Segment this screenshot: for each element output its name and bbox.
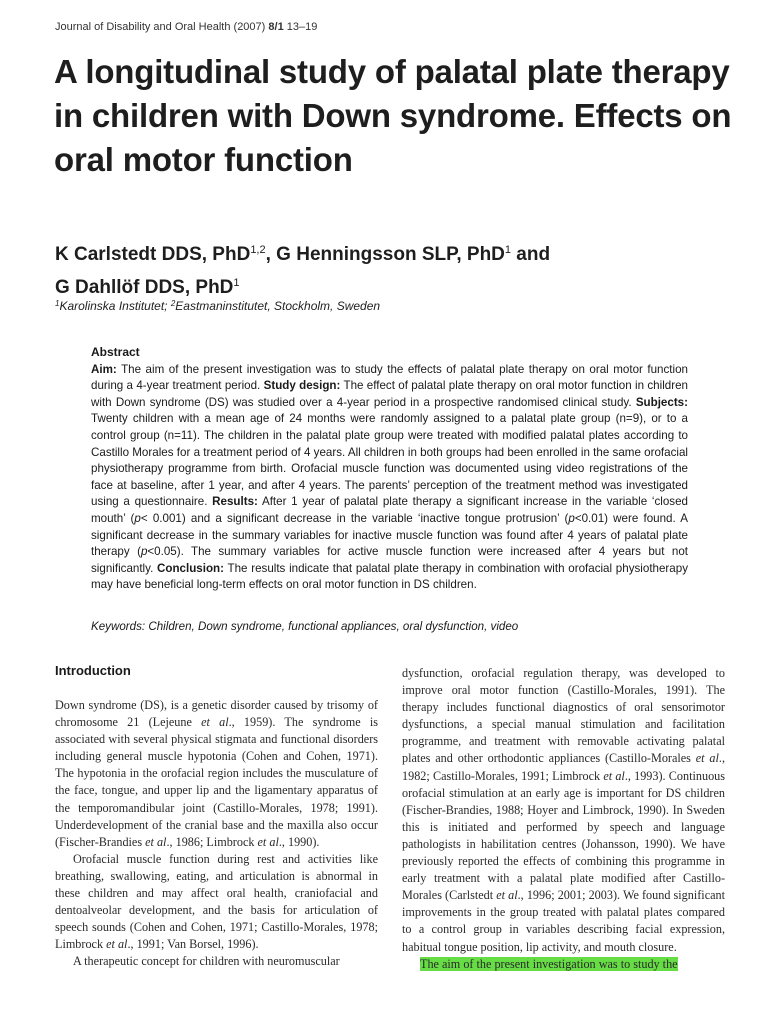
author-and: and (511, 244, 551, 265)
abstract-aim: The aim of the present investigation was to study the effects of palatal plate therapy on oral motor function during a 4-year treatment period. (91, 362, 688, 393)
text-run: ., 1991; Van Borsel, 1996). (127, 937, 259, 952)
paragraph (402, 665, 725, 956)
et-al: et al (145, 834, 167, 849)
abstract-design-label: Study design: (263, 379, 341, 393)
p-value-symbol: p (140, 545, 148, 559)
journal-name: Journal of Disability and Oral Health (2007) (55, 21, 266, 33)
affiliation-eastman: Eastmaninstitutet, Stockholm, Sweden (175, 299, 381, 313)
author-dahllof: G Dahllöf DDS, PhD (55, 277, 234, 298)
text-run: ., 1996; 2001; 2003). We found significant improvements in the group treated with palatal plates compared to a control group in variables describing facial expression, habitual tongue position, lip activity, and mouth closure. (402, 888, 725, 954)
et-al: et al (201, 715, 229, 730)
paragraph (55, 697, 378, 851)
text-run: ., 1990). (278, 834, 320, 849)
abstract-subjects-label: Subjects: (635, 395, 688, 409)
text-run: ., 1993). Continuous orofacial stimulation at an early age is important for DS children (Fischer-Brandies, 1988; Hoyer and Limbrock, 1990). In Sweden this is initiated and performed by speech and language pathologists in habilitation centres (Johansson, 1990). We have previously reported the effects of combining this programme in early treatment with a palatal plate modified after Castillo-Morales (Carlstedt (402, 768, 726, 903)
et-al: et al (603, 768, 625, 783)
paper-title: A longitudinal study of palatal plate therapy in children with Down syndrome. Effects on oral motor function (54, 53, 732, 178)
et-al: et al (695, 751, 719, 766)
abstract-conclusion: The results indicate that palatal plate therapy in combination with orofacial physiotherapy may have beneficial long-term effects on oral motor function in DS children. (91, 561, 688, 592)
body-column-left (55, 697, 378, 971)
affiliation-marker-2: 2 (170, 299, 176, 308)
p-value-symbol: p (568, 511, 575, 525)
author-dahllof-affil: 1 (233, 277, 240, 289)
text-run: ., 1986; Limbrock (166, 834, 258, 849)
abstract-design: The effect of palatal plate therapy on oral motor function in children with Down syndrome (DS) was studied over a 4-year period in a prospective randomised clinical study. (91, 379, 688, 409)
p-value-symbol: p (134, 511, 141, 525)
journal-citation (55, 21, 317, 33)
abstract-results-label: Results: (212, 495, 258, 509)
abstract-results: After 1 year of palatal plate therapy a significant increase in the variable ‘closed mouth’ ( (91, 495, 688, 525)
abstract-conclusion-label: Conclusion: (157, 561, 224, 575)
paragraph (402, 956, 725, 973)
author-list (55, 236, 735, 302)
abstract-body (91, 362, 688, 594)
affiliation-marker-1: 1 (55, 299, 60, 308)
journal-pages: 13–19 (286, 21, 318, 33)
author-carlstedt-affil: 1,2 (250, 244, 266, 256)
text-run: Orofacial muscle function during rest and activities like breathing, swallowing, eating, and articulation is abnormal in these children and may affect oral health, craniofacial and dentoalveolar development, and the basis for articulation of speech sounds (Cohen and Cohen, 1971; Castillo-Morales, 1978; Limbrock (55, 851, 378, 952)
highlighted-text[interactable]: The aim of the present investigation was to study the (420, 956, 678, 971)
introduction-heading: Introduction (55, 663, 131, 678)
abstract-results: < 0.001) and a significant decrease in the variable ‘inactive tongue protrusion’ ( (140, 511, 569, 525)
journal-volume: 8/1 (268, 21, 284, 33)
et-al: et al (496, 888, 518, 903)
affiliation-karolinska: Karolinska Institutet; (59, 299, 171, 313)
paragraph: A therapeutic concept for children with neuromuscular (73, 954, 340, 969)
author-henningsson: G Henningsson SLP, PhD (276, 244, 505, 265)
abstract (91, 344, 688, 594)
author-separator: , (265, 244, 277, 265)
abstract-subjects: Twenty children with a mean age of 24 months were randomly assigned to a palatal plate group (n=9), or to a control group (n=11). The children in the palatal plate group were treated with modified palatal plates according to Castillo Morales for a treatment period of 4 years. All children in both groups had been enrolled in the same orofacial physiotherapy programme from birth. Orofacial muscle function was documented using video registrations of the face at baseline, after 1 year, and after 4 years. The parents’ perception of the treatment method was investigated using a questionnaire. (91, 412, 688, 509)
text-run: Down syndrome (DS), is a genetic disorder caused by trisomy of chromosome 21 (Lejeune (55, 698, 378, 730)
text-run: ., 1959). The syndrome is associated with several physical stigmata and functional disorders including general muscle hypotonia (Cohen and Cohen, 1971). The hypotonia in the orofacial region includes the musculature of the face, tongue, and upper lip and the ligamentary apparatus of the temporomandibular joint (Castillo-Morales, 1978; 1991). Underdevelopment of the cranial base and the maxilla also occur (Fischer-Brandies (55, 715, 378, 849)
text-run: ., 1982; Castillo-Morales, 1991; Limbrock (402, 751, 725, 783)
affiliations (55, 299, 380, 313)
paragraph (55, 851, 378, 954)
author-carlstedt: K Carlstedt DDS, PhD (55, 244, 251, 265)
author-henningsson-affil: 1 (504, 244, 512, 256)
abstract-results: <0.05). The summary variables for active muscle function were increased after 4 years but not significantly. (91, 545, 688, 575)
body-column-right (402, 665, 725, 973)
et-al: et al (257, 834, 279, 849)
keywords: Keywords: Children, Down syndrome, functional appliances, oral dysfunction, video (91, 620, 519, 633)
abstract-heading: Abstract (91, 345, 140, 359)
abstract-aim-label: Aim: (91, 362, 117, 376)
text-run: dysfunction, orofacial regulation therapy, was developed to improve oral motor function (Castillo-Morales, 1991). The therapy includes functional diagnostics of oral sensorimotor dysfunctions, a special manual stimulation and facilitation programme, and treatment with removable activating palatal plates and other orthodontic appliances (Castillo-Morales (402, 666, 725, 766)
abstract-results: <0.01) were found. A significant decrease in the summary variables for inactive muscle function was found after 4 years of palatal plate therapy ( (91, 511, 688, 559)
et-al: et al (106, 937, 128, 952)
